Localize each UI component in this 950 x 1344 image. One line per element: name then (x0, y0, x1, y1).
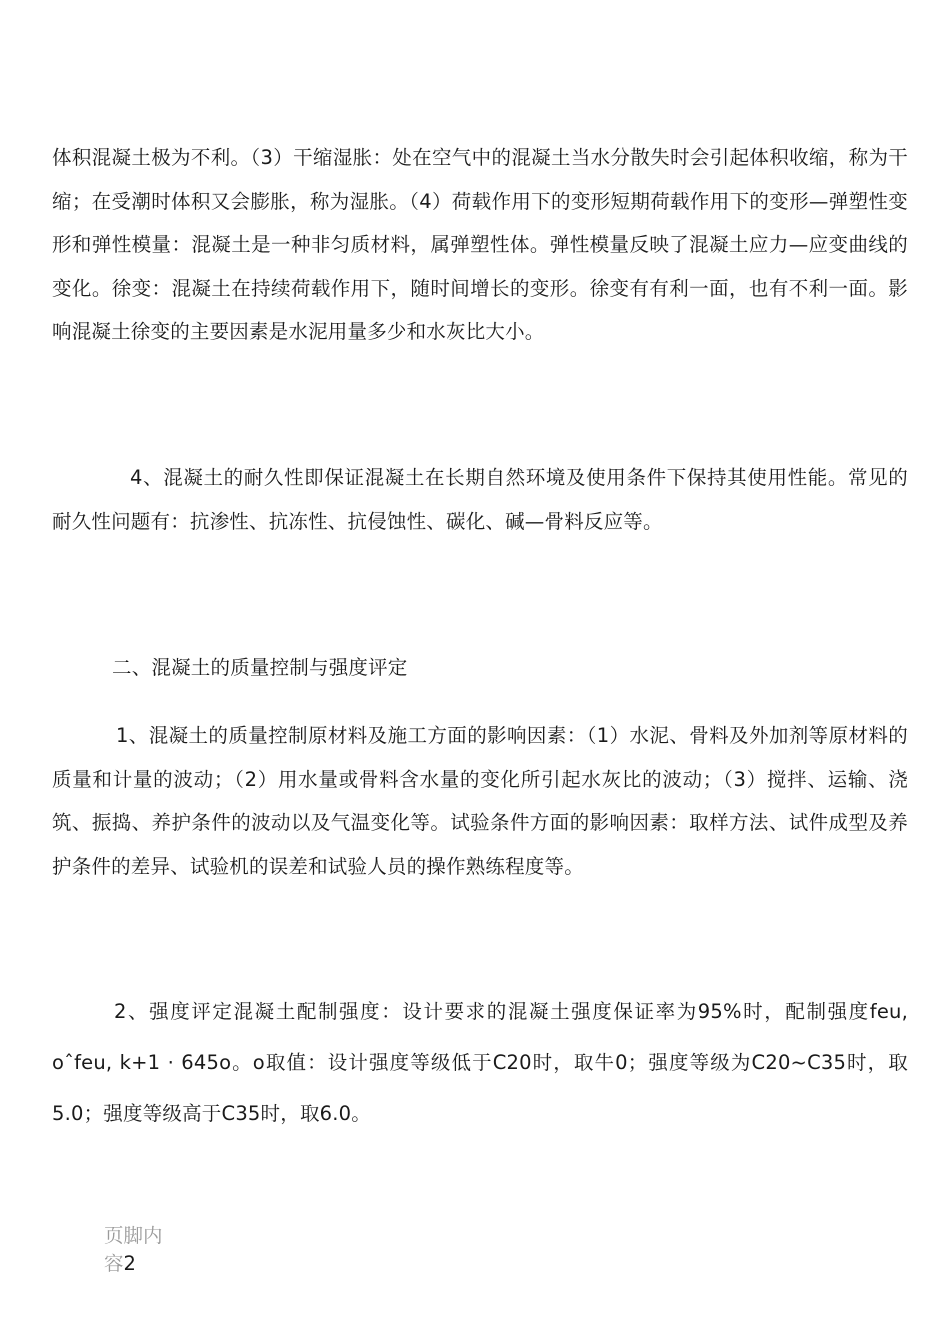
body-paragraph-deformation: 体积混凝土极为不利。（3）干缩湿胀：处在空气中的混凝土当水分散失时会引起体积收缩，称为干缩；在受潮时体积又会膨胀，称为湿胀。（4）荷载作用下的变形短期荷载作用下的变形—弹塑性变形和弹性模量：混凝土是一种非匀质材料，属弹塑性体。弹性模量反映了混凝土应力—应变曲线的变化。徐变：混凝土在持续荷载作用下，随时间增长的变形。徐变有有利一面，也有不利一面。影响混凝土徐变的主要因素是水泥用量多少和水灰比大小。 (52, 146, 908, 343)
body-paragraph-durability: 4、混凝土的耐久性即保证混凝土在长期自然环境及使用条件下保持其使用性能。常见的耐久性问题有：抗渗性、抗冻性、抗侵蚀性、碳化、碱—骨料反应等。 (52, 466, 908, 533)
body-paragraph-quality-control: 1、混凝土的质量控制原材料及施工方面的影响因素：（1）水泥、骨料及外加剂等原材料的质量和计量的波动；（2）用水量或骨料含水量的变化所引起水灰比的波动；（3）搅拌、运输、浇筑、振捣、养护条件的波动以及气温变化等。试验条件方面的影响因素：取样方法、试件成型及养护条件的差异、试验机的误差和试验人员的操作熟练程度等。 (52, 724, 908, 878)
section-heading: 二、混凝土的质量控制与强度评定 (112, 656, 408, 679)
page-number: 2 (123, 1252, 136, 1275)
footer-label: 页脚内容 (104, 1224, 163, 1275)
body-paragraph-strength-evaluation: 2、强度评定混凝土配制强度：设计要求的混凝土强度保证率为95%时，配制强度feu, oˆfeu, k+1 · 645o。o取值：设计强度等级低于C20时，取牛0；强度等级为C20~C35时，取5.0；强度等级高于C35时，取6.0。 (52, 1000, 908, 1125)
page-footer (104, 1222, 174, 1278)
